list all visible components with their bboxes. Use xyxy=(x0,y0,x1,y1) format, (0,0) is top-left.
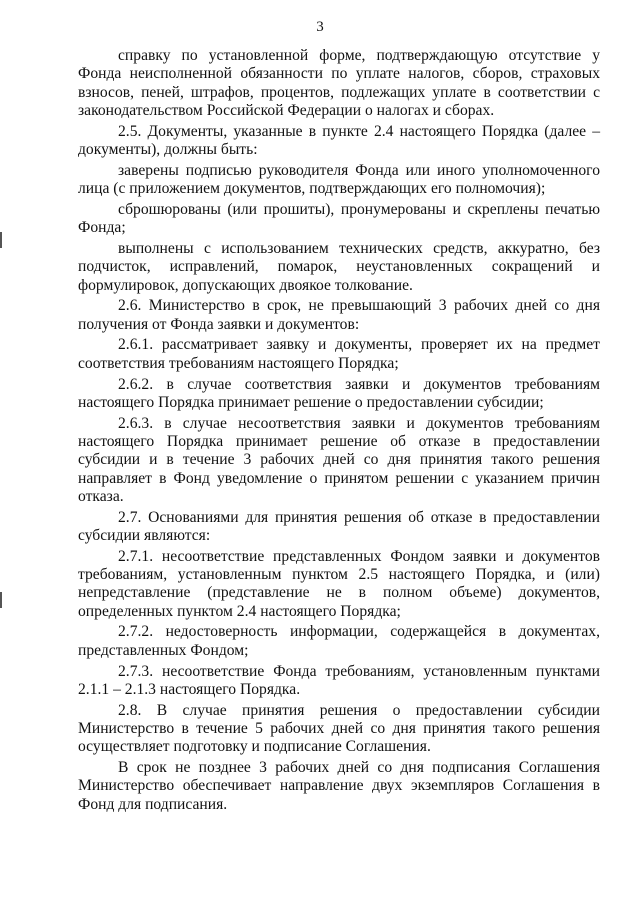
document-body xyxy=(78,47,600,816)
paragraph-certificate-tax-debt: справку по установленной форме, подтверждающую отсутствие у Фонда неисполненной обязанности по уплате налогов, сборов, страховых взносов, пеней, штрафов, процентов, подлежащих уплате в соответствии с законодательством Российской Федерации о налогах и сборах. xyxy=(78,47,600,119)
page-number: 3 xyxy=(316,19,324,35)
paragraph-bound-numbered: сброшюрованы (или прошиты), пронумерованы и скреплены печатью Фонда; xyxy=(78,200,600,237)
paragraph-technical-means: выполнены с использованием технических средств, аккуратно, без подчисток, исправлений, помарок, неустановленных сокращений и формулировок, допускающих двоякое толкование. xyxy=(78,239,600,294)
paragraph-2-6-1: 2.6.1. рассматривает заявку и документы, проверяет их на предмет соответствия требованиям настоящего Порядка; xyxy=(78,336,600,372)
paragraph-certified-signature: заверены подписью руководителя Фонда или иного уполномоченного лица (с приложением документов, подтверждающих его полномочия); xyxy=(78,161,600,198)
paragraph-2-8-subsidy-decision: 2.8. В случае принятия решения о предоставлении субсидии Министерство в течение 5 рабочих дней со дня принятия такого решения осуществляет подготовку и подписание Соглашения. xyxy=(78,701,600,756)
paragraph-2-6-2: 2.6.2. в случае соответствия заявки и документов требованиям настоящего Порядка принимает решение о предоставлении субсидии; xyxy=(78,375,600,411)
paragraph-2-7-refusal-grounds: 2.7. Основаниями для принятия решения об отказе в предоставлении субсидии являются: xyxy=(78,508,600,544)
paragraph-2-6-ministry-review: 2.6. Министерство в срок, не превышающий 3 рабочих дней со дня получения от Фонда заявки и документов: xyxy=(78,297,600,333)
scan-edge-mark-bottom xyxy=(0,592,2,608)
paragraph-agreement-signing: В срок не позднее 3 рабочих дней со дня подписания Соглашения Министерство обеспечивает направление двух экземпляров Соглашения в Фонд для подписания. xyxy=(78,758,600,813)
paragraph-2-7-3: 2.7.3. несоответствие Фонда требованиям, установленным пунктами 2.1.1 – 2.1.3 настоящего Порядка. xyxy=(78,662,600,698)
scan-edge-mark-top xyxy=(0,232,2,248)
paragraph-2-6-3: 2.6.3. в случае несоответствия заявки и документов требованиям настоящего Порядка принимает решение об отказе в предоставлении субсидии и в течение 3 рабочих дней со дня принятия такого решения направляет в Фонд уведомление о принятом решении с указанием причин отказа. xyxy=(78,414,600,505)
paragraph-2-7-2: 2.7.2. недостоверность информации, содержащейся в документах, представленных Фондом; xyxy=(78,623,600,659)
paragraph-2-5-documents: 2.5. Документы, указанные в пункте 2.4 настоящего Порядка (далее – документы), должны быть: xyxy=(78,122,600,158)
paragraph-2-7-1: 2.7.1. несоответствие представленных Фондом заявки и документов требованиям, установленным пунктом 2.5 настоящего Порядка, и (или) непредставление (представление не в полном объеме) документов, определенных пунктом 2.4 настоящего Порядка; xyxy=(78,547,600,620)
